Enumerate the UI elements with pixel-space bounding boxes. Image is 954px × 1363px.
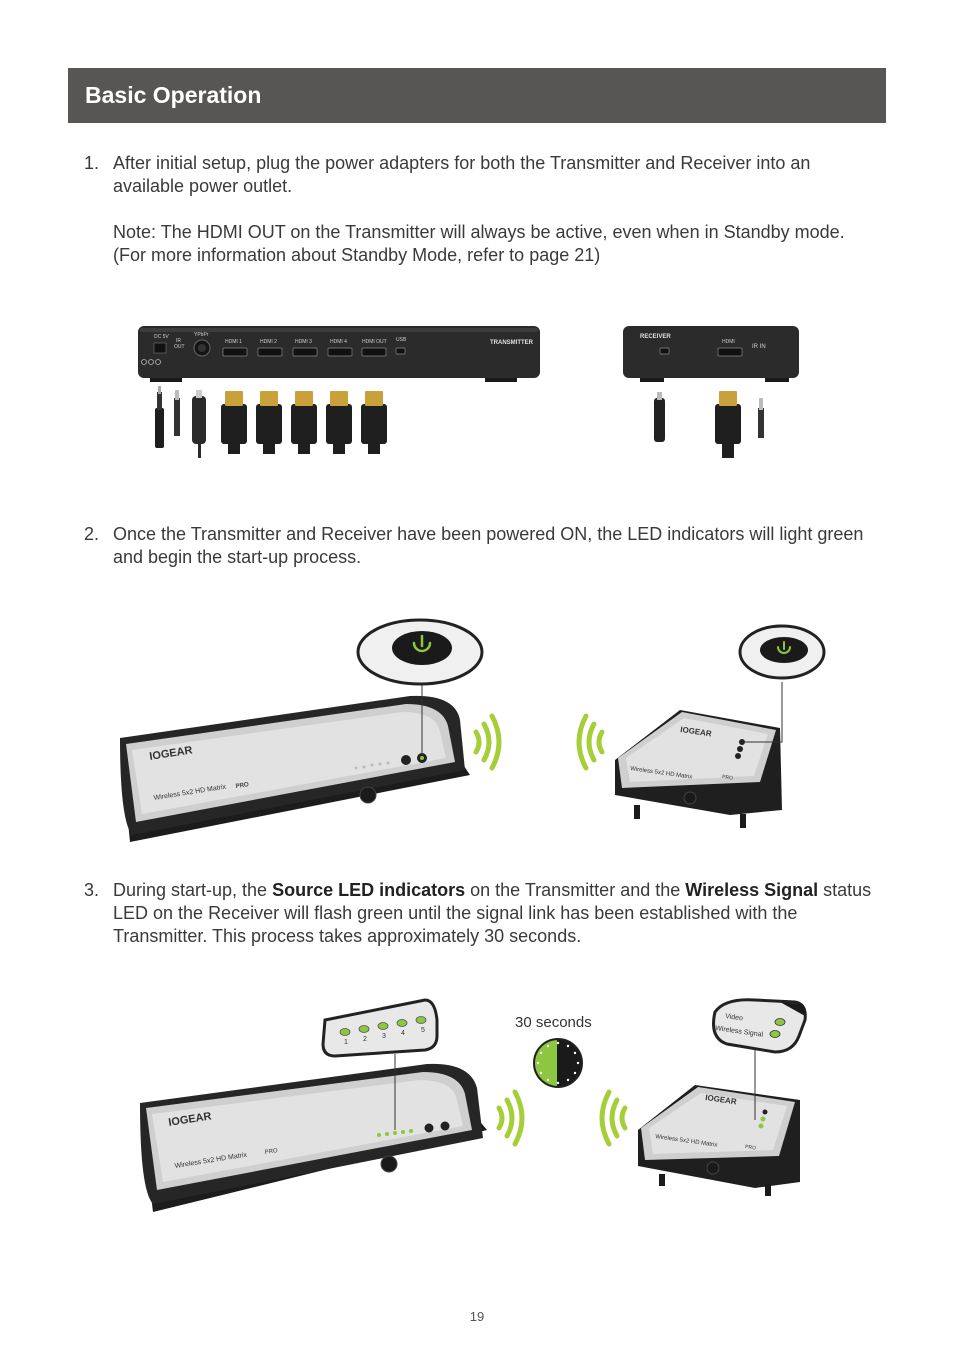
receiver-back-panel bbox=[623, 326, 799, 382]
port-label: YPbPr bbox=[194, 332, 209, 338]
port-label: HDMI OUT bbox=[362, 339, 387, 345]
transmitter-back-panel bbox=[138, 326, 540, 382]
step-text bbox=[113, 879, 874, 948]
led-number: 1 bbox=[344, 1039, 348, 1046]
led-number: 3 bbox=[382, 1033, 386, 1040]
transmitter-label: TRANSMITTER bbox=[490, 340, 533, 346]
text-run: on the Transmitter and the bbox=[465, 880, 686, 900]
section-header bbox=[68, 68, 886, 123]
step-number: 2. bbox=[84, 524, 100, 544]
step-1 bbox=[84, 152, 874, 267]
step-text: After initial setup, plug the power adapters for both the Transmitter and Receiver into an available power outlet. bbox=[113, 153, 811, 196]
startup-figure bbox=[135, 990, 815, 1215]
step-number: 3. bbox=[84, 880, 100, 900]
model-name: Wireless 5x2 HD Matrix bbox=[153, 783, 227, 802]
step-3 bbox=[84, 879, 874, 948]
step-2 bbox=[84, 523, 874, 569]
receiver-label: RECEIVER bbox=[640, 334, 671, 340]
transmitter-cables bbox=[155, 386, 387, 458]
led-number: 4 bbox=[401, 1030, 405, 1037]
port-label: DC 5V bbox=[154, 334, 169, 340]
video-led bbox=[775, 1019, 785, 1026]
wireless-waves-icon bbox=[476, 716, 499, 768]
port-label: OUT bbox=[174, 344, 185, 350]
pro-badge: PRO bbox=[235, 782, 250, 790]
receiver-device bbox=[615, 710, 782, 828]
port-label: USB bbox=[396, 337, 407, 343]
model-name: Wireless 5x2 HD Matrix bbox=[174, 1151, 248, 1170]
text-run: During start-up, the bbox=[113, 880, 273, 900]
bold-term: Wireless Signal bbox=[685, 880, 819, 900]
brand-logo: IOGEAR bbox=[704, 1093, 738, 1107]
model-name: Wireless 5x2 HD Matrix bbox=[629, 766, 693, 781]
step-note: Note: The HDMI OUT on the Transmitter will always be active, even when in Standby mode. (For more information about Standby Mode, refer to page 21) bbox=[113, 222, 845, 265]
bold-term: Source LED indicators bbox=[272, 880, 466, 900]
wireless-waves-icon bbox=[579, 716, 602, 768]
video-label: Video bbox=[724, 1013, 744, 1023]
pro-badge: PRO bbox=[721, 774, 734, 782]
brand-logo: IOGEAR bbox=[679, 725, 713, 739]
port-label: IR bbox=[176, 338, 181, 344]
wireless-waves-icon bbox=[602, 1092, 625, 1144]
wireless-signal-label: Wireless Signal bbox=[714, 1025, 764, 1039]
port-label: HDMI 3 bbox=[295, 339, 312, 345]
section-title: Basic Operation bbox=[85, 82, 262, 108]
port-label: HDMI 4 bbox=[330, 339, 347, 345]
model-name: Wireless 5x2 HD Matrix bbox=[654, 1134, 718, 1149]
wireless-waves-icon bbox=[499, 1092, 522, 1144]
pro-badge: PRO bbox=[264, 1148, 279, 1156]
receiver-cables bbox=[654, 391, 764, 458]
back-panel-figure bbox=[130, 318, 810, 468]
port-label: HDMI bbox=[722, 339, 735, 345]
brand-logo: IOGEAR bbox=[167, 1110, 213, 1129]
timer-label: 30 seconds bbox=[515, 1014, 592, 1031]
receiver-device bbox=[638, 1085, 800, 1196]
page-number: 19 bbox=[469, 1309, 485, 1324]
step-number: 1. bbox=[84, 153, 100, 173]
text-run: status LED on the Receiver will flash green until the signal link has been established with the Transmitter. This process takes approximately 30 seconds. bbox=[113, 880, 872, 946]
power-on-figure bbox=[110, 610, 840, 850]
step-text: Once the Transmitter and Receiver have been powered ON, the LED indicators will light green and begin the start-up process. bbox=[113, 524, 864, 567]
transmitter-device bbox=[120, 696, 470, 842]
led-number: 5 bbox=[421, 1027, 425, 1034]
brand-logo: IOGEAR bbox=[148, 744, 194, 763]
port-label: HDMI 1 bbox=[225, 339, 242, 345]
port-label: IR IN bbox=[752, 344, 766, 350]
led-number: 2 bbox=[363, 1036, 367, 1043]
pro-badge: PRO bbox=[744, 1144, 757, 1152]
transmitter-device bbox=[140, 1064, 487, 1212]
timer-icon bbox=[534, 1039, 582, 1087]
wireless-signal-led bbox=[770, 1031, 780, 1038]
port-label: HDMI 2 bbox=[260, 339, 277, 345]
